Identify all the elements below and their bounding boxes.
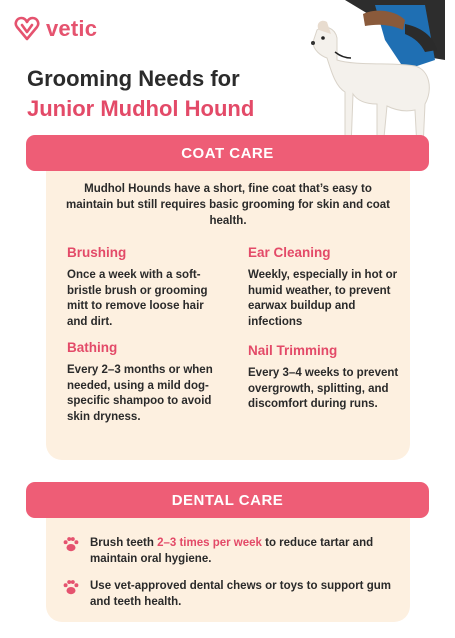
coat-item-title: Bathing (67, 340, 118, 355)
dental-item-text (90, 535, 392, 567)
coat-item-bathing (67, 340, 227, 425)
coat-item-title: Nail Trimming (248, 343, 338, 358)
dental-text-pre: Brush teeth (90, 537, 158, 549)
paw-icon (62, 578, 80, 596)
dental-text-post: to reduce tartar and maintain oral hygiene. (90, 537, 374, 565)
coat-care-intro: Mudhol Hounds have a short, fine coat that’s easy to maintain but still requires basic grooming for skin and coat health. (66, 183, 390, 227)
coat-item-text: Every 2–3 months or when needed, using a mild dog-specific shampoo to avoid skin dryness. (67, 364, 213, 423)
title-line-2: Junior Mudhol Hound (27, 96, 255, 121)
paw-icon (62, 535, 80, 553)
brand-name: vetic (46, 16, 98, 41)
dental-text-highlight: 2–3 times per week (157, 537, 262, 549)
coat-item-text: Once a week with a soft-bristle brush or grooming mitt to remove loose hair and dirt. (67, 269, 208, 328)
dental-item (62, 578, 392, 610)
dental-care-banner: DENTAL CARE (26, 482, 429, 518)
title-line-1: Grooming Needs for (27, 66, 240, 91)
coat-care-panel (46, 171, 410, 460)
coat-item-text: Weekly, especially in hot or humid weather, to prevent earwax buildup and infections (248, 269, 398, 328)
coat-care-banner: COAT CARE (26, 135, 429, 171)
coat-item-title: Brushing (67, 245, 127, 260)
coat-item-brushing (67, 245, 227, 330)
dental-care-panel (46, 518, 410, 622)
heart-v-logo-icon (14, 16, 40, 42)
coat-item-text: Every 3–4 weeks to prevent overgrowth, splitting, and discomfort during runs. (248, 367, 399, 410)
coat-item-ear-cleaning (248, 245, 408, 330)
dog-grooming-photo (265, 0, 445, 150)
dental-item-text (90, 578, 392, 610)
dental-text-pre: Use vet-approved dental chews or toys to support gum and teeth health. (90, 580, 391, 608)
vetic-logo (14, 16, 97, 42)
coat-item-title: Ear Cleaning (248, 245, 331, 260)
dental-item (62, 535, 392, 567)
coat-item-nail-trimming (248, 343, 408, 413)
page-title (27, 64, 254, 124)
